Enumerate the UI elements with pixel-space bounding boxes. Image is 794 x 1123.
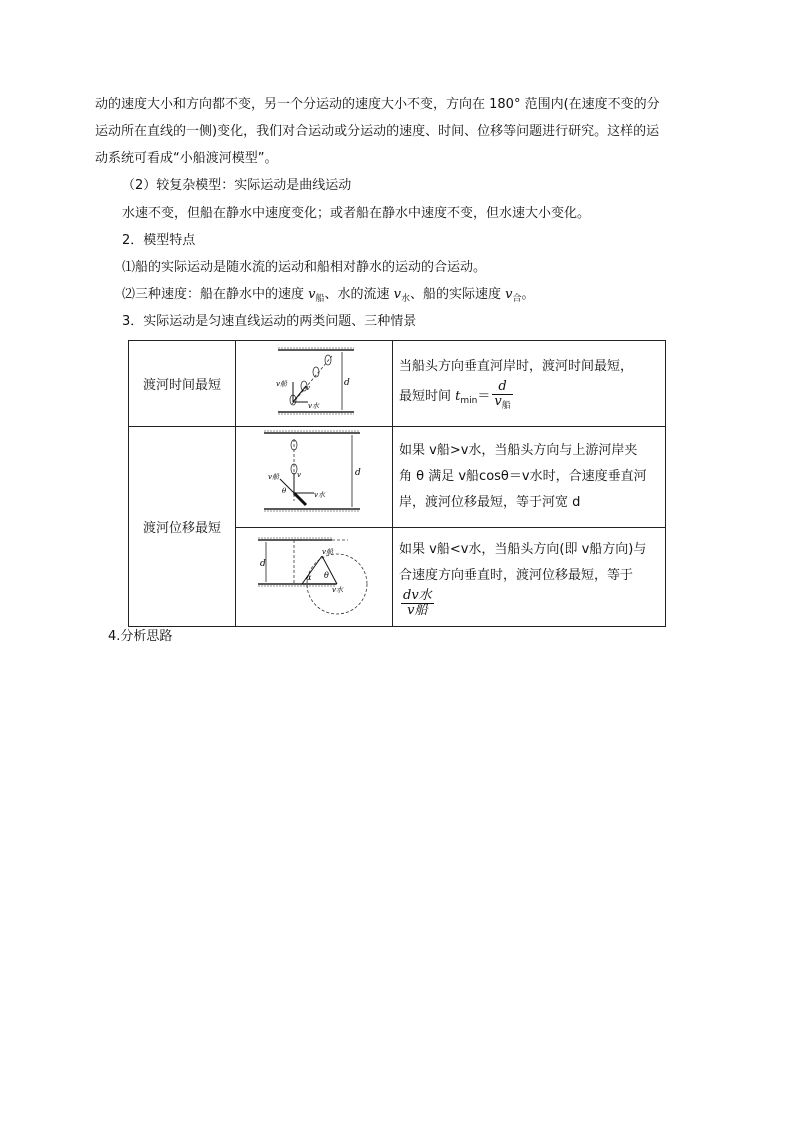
feature-2-mid2: 、船的实际速度	[410, 287, 506, 302]
fig2-vwater-label: v水	[314, 491, 325, 499]
diagram-shortest-displacement-2	[236, 528, 392, 626]
fig3-alpha-label: α	[306, 573, 312, 582]
figure-shortest-displacement-1	[236, 427, 393, 528]
row2-text-line2: 角 θ 满足 v船cosθ＝v水时，合速度垂直河	[399, 469, 647, 484]
features-heading: 2．模型特点	[122, 233, 196, 248]
row3-text-line2: 合速度方向垂直时，渡河位移最短，等于	[399, 567, 634, 583]
t-symbol: t	[455, 388, 461, 404]
v-sub-water: 水	[401, 294, 411, 304]
v-symbol: v	[505, 287, 513, 302]
paragraph-line-3: 动系统可看成“小船渡河模型”。	[95, 151, 278, 166]
row-text-case-vboat-less	[393, 528, 666, 627]
fraction-d-over-vboat	[492, 380, 512, 413]
feature-2-end: 。	[521, 287, 535, 302]
feature-2	[122, 285, 535, 309]
analysis-heading: 4.分析思路	[108, 629, 173, 644]
fig1-v-label: v	[306, 383, 310, 392]
feature-2-prefix: ⑵三种速度：船在静水中的速度	[122, 287, 309, 302]
t-min-sub: min	[460, 395, 478, 406]
model-table	[128, 340, 666, 627]
paragraph-line-1: 动的速度大小和方向都不变，另一个分运动的速度大小不变，方向在 180° 范围内(在速度不变的分	[95, 97, 660, 112]
row-label-shortest-displacement: 渡河位移最短	[129, 427, 236, 627]
fig2-vboat-label: v船	[268, 473, 279, 481]
feature-1: ⑴船的实际运动是随水流的运动和船相对静水的运动的合运动。	[122, 260, 487, 275]
diagram-shortest-displacement-1	[236, 427, 392, 527]
diagram-shortest-time	[236, 342, 392, 426]
row-label-shortest-time: 渡河时间最短	[129, 341, 236, 427]
row-text-case-vboat-greater	[393, 427, 666, 528]
figure-shortest-time	[236, 341, 393, 427]
v-symbol: v	[308, 287, 316, 302]
equals-sign: ＝	[477, 388, 491, 404]
fig3-d-label: d	[260, 559, 266, 569]
fig2-v-label: v	[297, 471, 301, 479]
frac-num: d	[492, 380, 512, 395]
row1-text-line1: 当船头方向垂直河岸时，渡河时间最短，	[399, 358, 634, 374]
fig2-theta-label: θ	[282, 487, 287, 495]
row2-text-line3: 岸，渡河位移最短，等于河宽 d	[399, 495, 581, 510]
row1-text-line2	[399, 380, 659, 414]
row1-text-prefix: 最短时间	[399, 388, 456, 404]
frac3-num: dv水	[403, 587, 432, 603]
fig1-d-label: d	[344, 377, 350, 388]
v-symbol: v	[393, 287, 402, 302]
row3-text-line1: 如果 v船<v水，当船头方向(即 v船方向)与	[399, 541, 647, 557]
complex-model-heading: （2）较复杂模型：实际运动是曲线运动	[122, 178, 352, 193]
fig1-vboat-label: v船	[276, 379, 287, 388]
row-text-shortest-time	[393, 341, 666, 427]
v-sub-he: 合	[512, 294, 522, 304]
fig1-vwater-label: v水	[308, 401, 319, 410]
fig3-vwater-label: v水	[332, 586, 343, 594]
fig3-vboat-label: v船	[322, 548, 333, 556]
fig2-d-label: d	[355, 468, 361, 478]
complex-model-desc: 水速不变，但船在静水中速度变化；或者船在静水中速度不变，但水速大小变化。	[122, 206, 591, 221]
row3-text-line3	[399, 589, 659, 618]
frac-den-sub: 船	[501, 400, 511, 411]
frac3-den: v船	[407, 602, 428, 618]
fig3-theta-label: θ	[324, 571, 329, 580]
fraction-dvwater-over-vboat	[401, 589, 434, 618]
cases-heading: 3．实际运动是匀速直线运动的两类问题、三种情景	[122, 314, 417, 329]
row2-text-line1: 如果 v船>v水，当船头方向与上游河岸夹	[399, 443, 638, 458]
feature-2-mid1: 、水的流速	[324, 287, 394, 302]
v-sub-boat: 船	[315, 294, 325, 304]
frac-den: v	[494, 393, 502, 409]
paragraph-line-2: 运动所在直线的一侧)变化，我们对合运动或分运动的速度、时间、位移等问题进行研究。这样的运	[95, 124, 660, 139]
figure-shortest-displacement-2	[236, 528, 393, 627]
